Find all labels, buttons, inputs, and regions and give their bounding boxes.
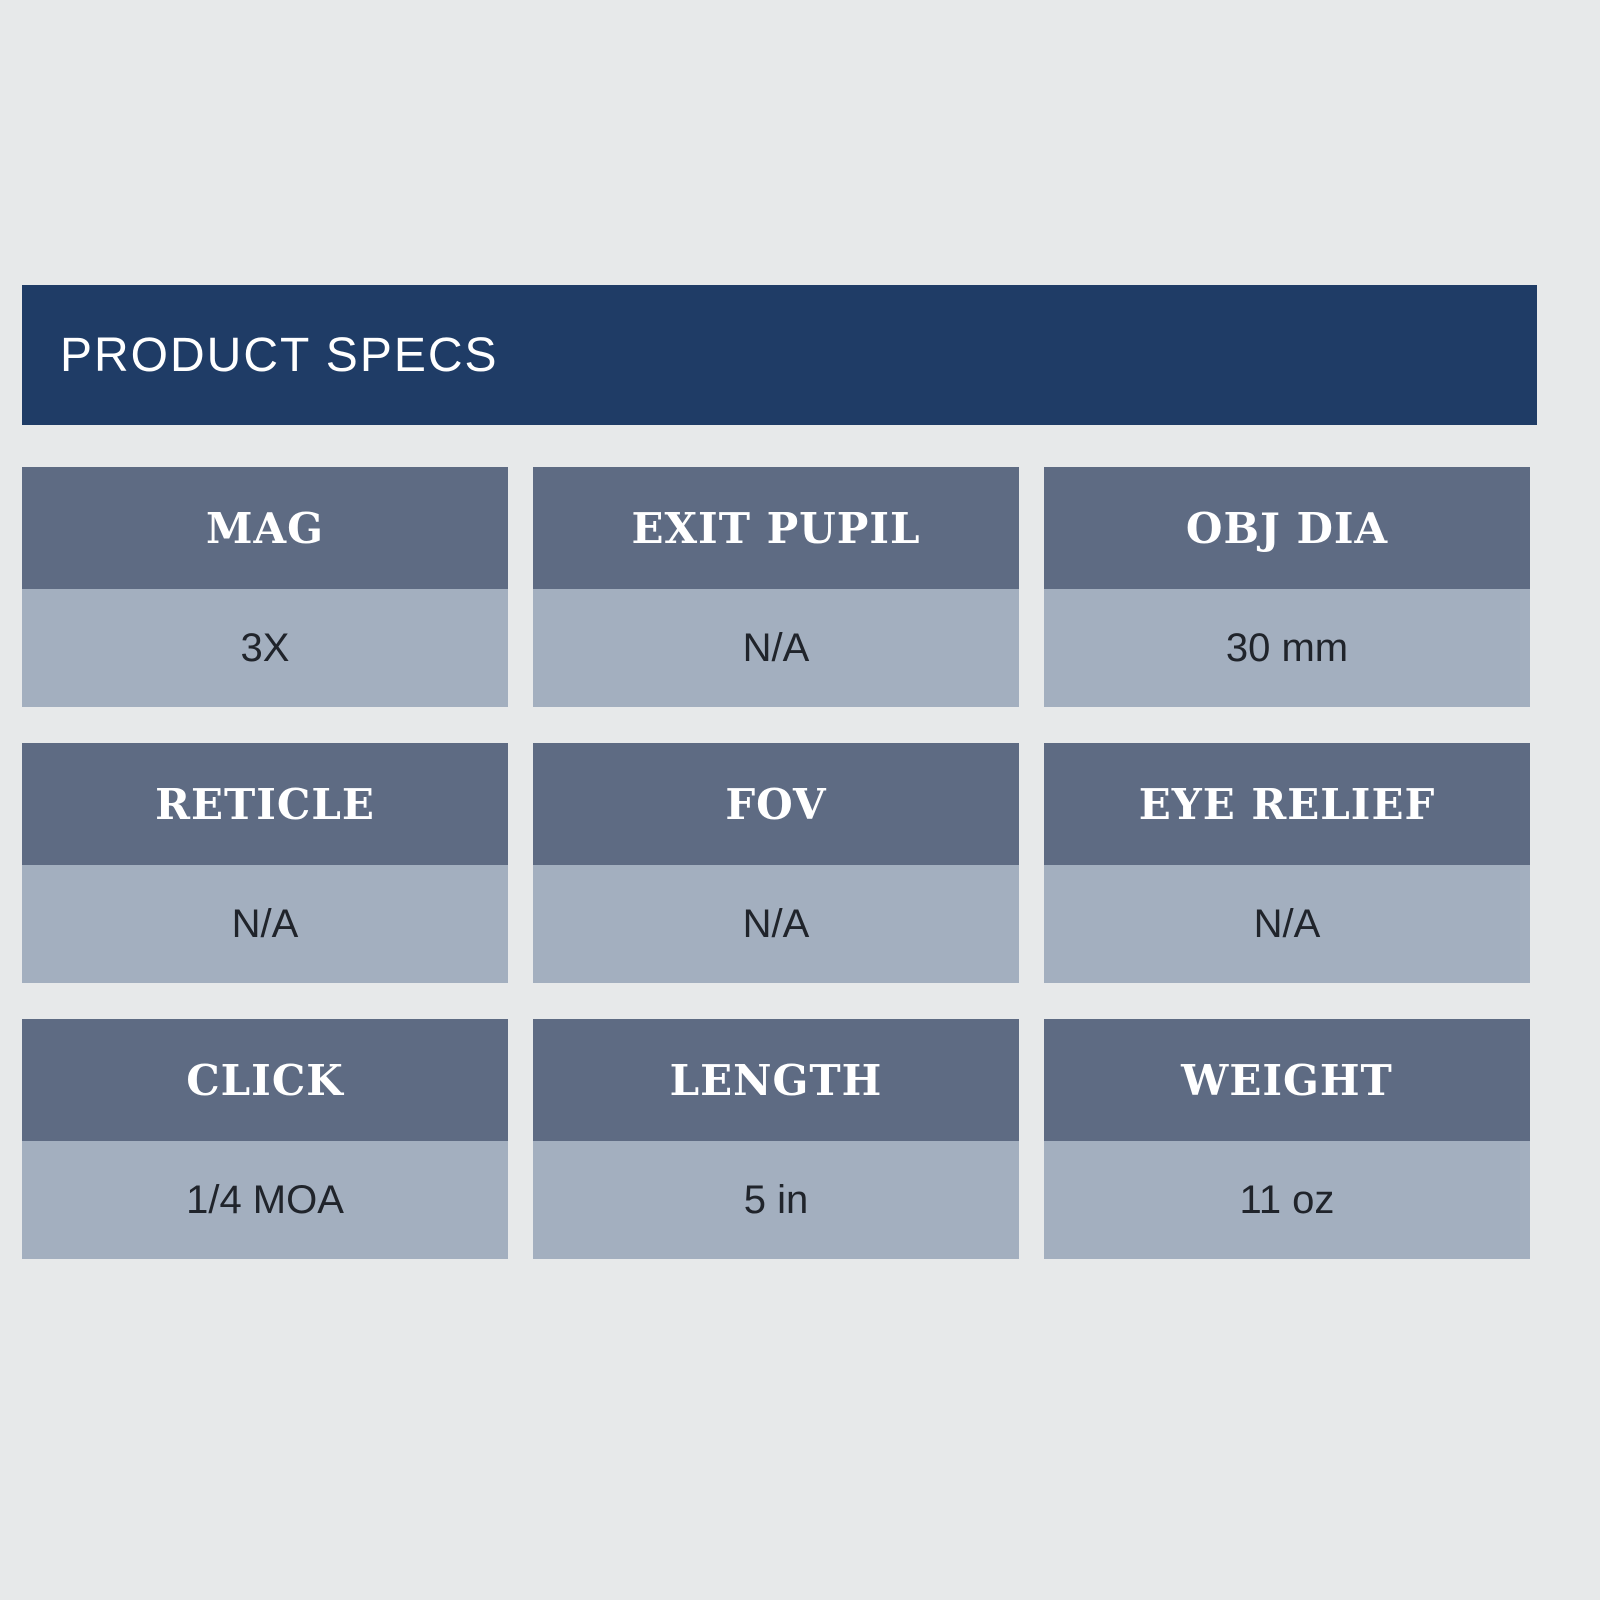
spec-label-obj-dia bbox=[1044, 467, 1530, 589]
spec-value-click bbox=[22, 1141, 508, 1259]
spec-value-text: N/A bbox=[742, 901, 810, 946]
spec-value-exit-pupil bbox=[533, 589, 1019, 707]
spec-value-text: N/A bbox=[742, 625, 810, 670]
spec-cell-eye-relief bbox=[1044, 743, 1530, 983]
spec-value-text: N/A bbox=[231, 901, 299, 946]
spec-value-text: 3X bbox=[240, 625, 290, 670]
spec-label-fov bbox=[533, 743, 1019, 865]
spec-cell-obj-dia bbox=[1044, 467, 1530, 707]
spec-value-mag bbox=[22, 589, 508, 707]
spec-cell-weight bbox=[1044, 1019, 1530, 1259]
spec-value-obj-dia bbox=[1044, 589, 1530, 707]
spec-label-text: OBJ DIA bbox=[1185, 503, 1389, 553]
spec-label-text: FOV bbox=[725, 779, 827, 829]
spec-cell-length bbox=[533, 1019, 1019, 1259]
spec-value-text: 5 in bbox=[743, 1177, 809, 1222]
spec-label-mag bbox=[22, 467, 508, 589]
spec-value-reticle bbox=[22, 865, 508, 983]
spec-label-text: CLICK bbox=[186, 1055, 344, 1105]
spec-cell-click bbox=[22, 1019, 508, 1259]
page-title: PRODUCT SPECS bbox=[60, 328, 499, 382]
spec-label-click bbox=[22, 1019, 508, 1141]
spec-value-text: 30 mm bbox=[1225, 625, 1349, 670]
spec-value-eye-relief bbox=[1044, 865, 1530, 983]
spec-cell-reticle bbox=[22, 743, 508, 983]
spec-cell-fov bbox=[533, 743, 1019, 983]
product-specs-panel bbox=[22, 285, 1537, 1259]
spec-value-text: 1/4 MOA bbox=[186, 1177, 344, 1222]
spec-value-text: 11 oz bbox=[1239, 1177, 1335, 1222]
spec-label-text: MAG bbox=[206, 503, 324, 553]
spec-label-weight bbox=[1044, 1019, 1530, 1141]
specs-header-bar bbox=[22, 285, 1537, 425]
spec-value-text: N/A bbox=[1253, 901, 1321, 946]
spec-label-length bbox=[533, 1019, 1019, 1141]
spec-cell-exit-pupil bbox=[533, 467, 1019, 707]
spec-value-fov bbox=[533, 865, 1019, 983]
spec-label-eye-relief bbox=[1044, 743, 1530, 865]
spec-label-text: RETICLE bbox=[155, 779, 375, 829]
spec-label-exit-pupil bbox=[533, 467, 1019, 589]
spec-label-text: EYE RELIEF bbox=[1138, 779, 1436, 829]
spec-value-length bbox=[533, 1141, 1019, 1259]
spec-label-text: WEIGHT bbox=[1181, 1055, 1393, 1105]
spec-cell-mag bbox=[22, 467, 508, 707]
specs-grid bbox=[22, 467, 1537, 1259]
spec-label-text: LENGTH bbox=[669, 1055, 883, 1105]
spec-label-reticle bbox=[22, 743, 508, 865]
spec-label-text: EXIT PUPIL bbox=[631, 503, 921, 553]
spec-value-weight bbox=[1044, 1141, 1530, 1259]
